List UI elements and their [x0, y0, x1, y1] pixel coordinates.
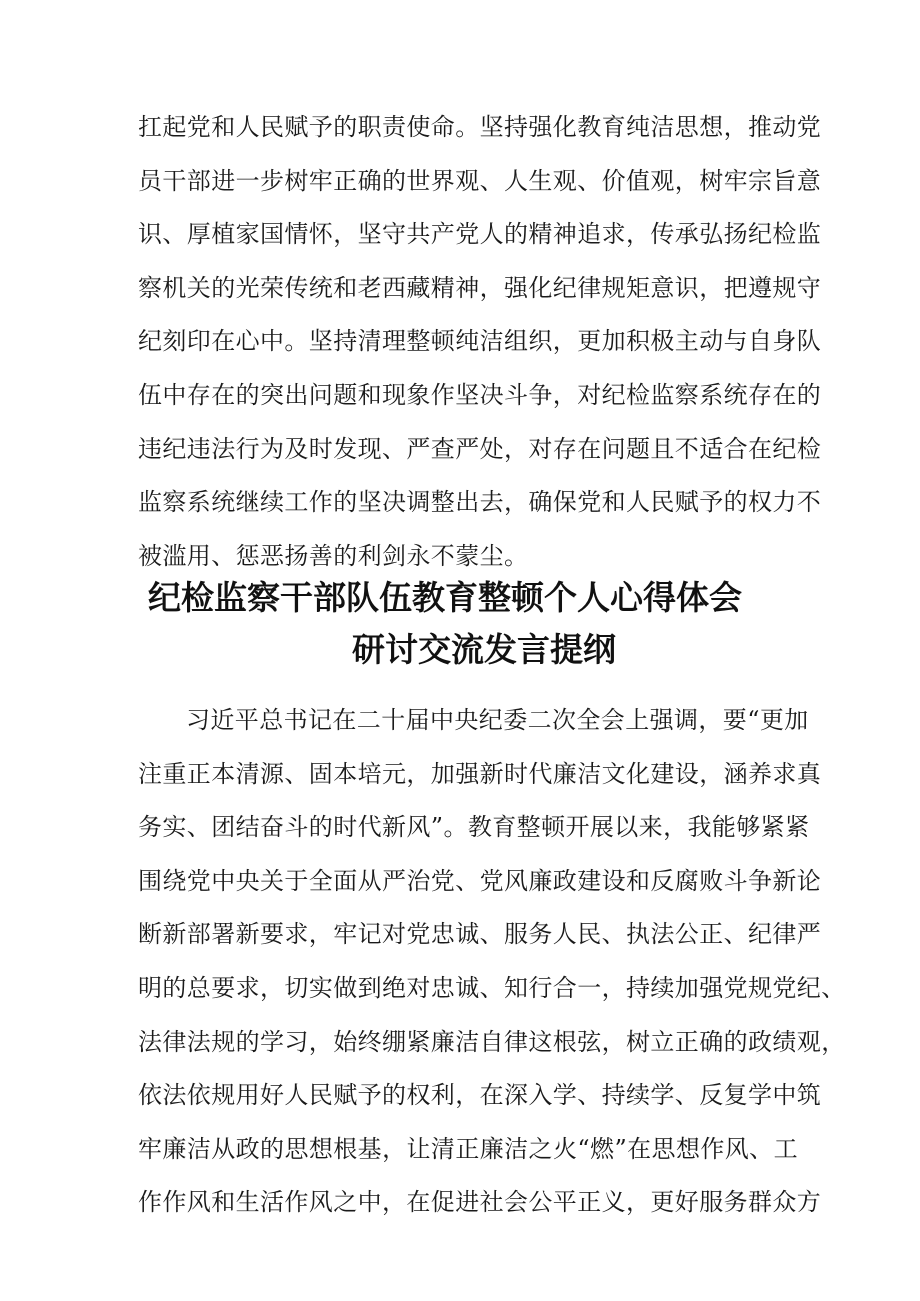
paragraph-line: 识、厚植家国情怀，坚守共产党人的精神追求，传承弘扬纪检监 [138, 220, 822, 249]
paragraph-line: 注重正本清源、固本培元，加强新时代廉洁文化建设，涵养求真 [138, 759, 822, 788]
paragraph-line: 法律法规的学习，始终绷紧廉洁自律这根弦，树立正确的政绩观， [138, 1027, 846, 1056]
title-line-1: 纪检监察干部队伍教育整顿个人心得体会 [148, 578, 742, 617]
paragraph-line: 围绕党中央关于全面从严治党、党风廉政建设和反腐败斗争新论 [138, 866, 822, 895]
paragraph-line: 被滥用、惩恶扬善的利剑永不蒙尘。 [138, 541, 529, 570]
body-paragraph-1 [138, 101, 822, 583]
paragraph-line: 监察系统继续工作的坚决调整出去，确保党和人民赋予的权力不 [138, 488, 822, 517]
paragraph-line: 习近平总书记在二十届中央纪委二次全会上强调，要“更加 [186, 706, 809, 734]
title-line-2: 研讨交流发言提纲 [352, 630, 616, 669]
paragraph-line: 明的总要求，切实做到绝对忠诚、知行合一，持续加强党规党纪、 [138, 973, 846, 1002]
paragraph-line: 依法依规用好人民赋予的权利，在深入学、持续学、反复学中筑 [138, 1081, 822, 1110]
paragraph-line: 违纪违法行为及时发现、严查严处，对存在问题且不适合在纪检 [138, 434, 822, 463]
paragraph-line: 务实、团结奋斗的时代新风”。教育整顿开展以来，我能够紧紧 [138, 813, 810, 842]
paragraph-line: 伍中存在的突出问题和现象作坚决斗争，对纪检监察系统存在的 [138, 380, 822, 409]
section-title [0, 572, 920, 676]
paragraph-line: 察机关的光荣传统和老西藏精神，强化纪律规矩意识，把遵规守 [138, 273, 822, 302]
paragraph-line: 作作风和生活作风之中，在促进社会公平正义，更好服务群众方 [138, 1188, 822, 1217]
paragraph-line: 员干部进一步树牢正确的世界观、人生观、价值观，树牢宗旨意 [138, 166, 822, 195]
paragraph-line: 断新部署新要求，牢记对党忠诚、服务人民、执法公正、纪律严 [138, 920, 822, 949]
paragraph-line: 纪刻印在心中。坚持清理整顿纯洁组织，更加积极主动与自身队 [138, 327, 822, 356]
body-paragraph-2 [138, 694, 846, 1230]
paragraph-line: 扛起党和人民赋予的职责使命。坚持强化教育纯洁思想，推动党 [138, 113, 822, 141]
paragraph-line: 牢廉洁从政的思想根基，让清正廉洁之火“燃”在思想作风、工 [138, 1134, 798, 1163]
